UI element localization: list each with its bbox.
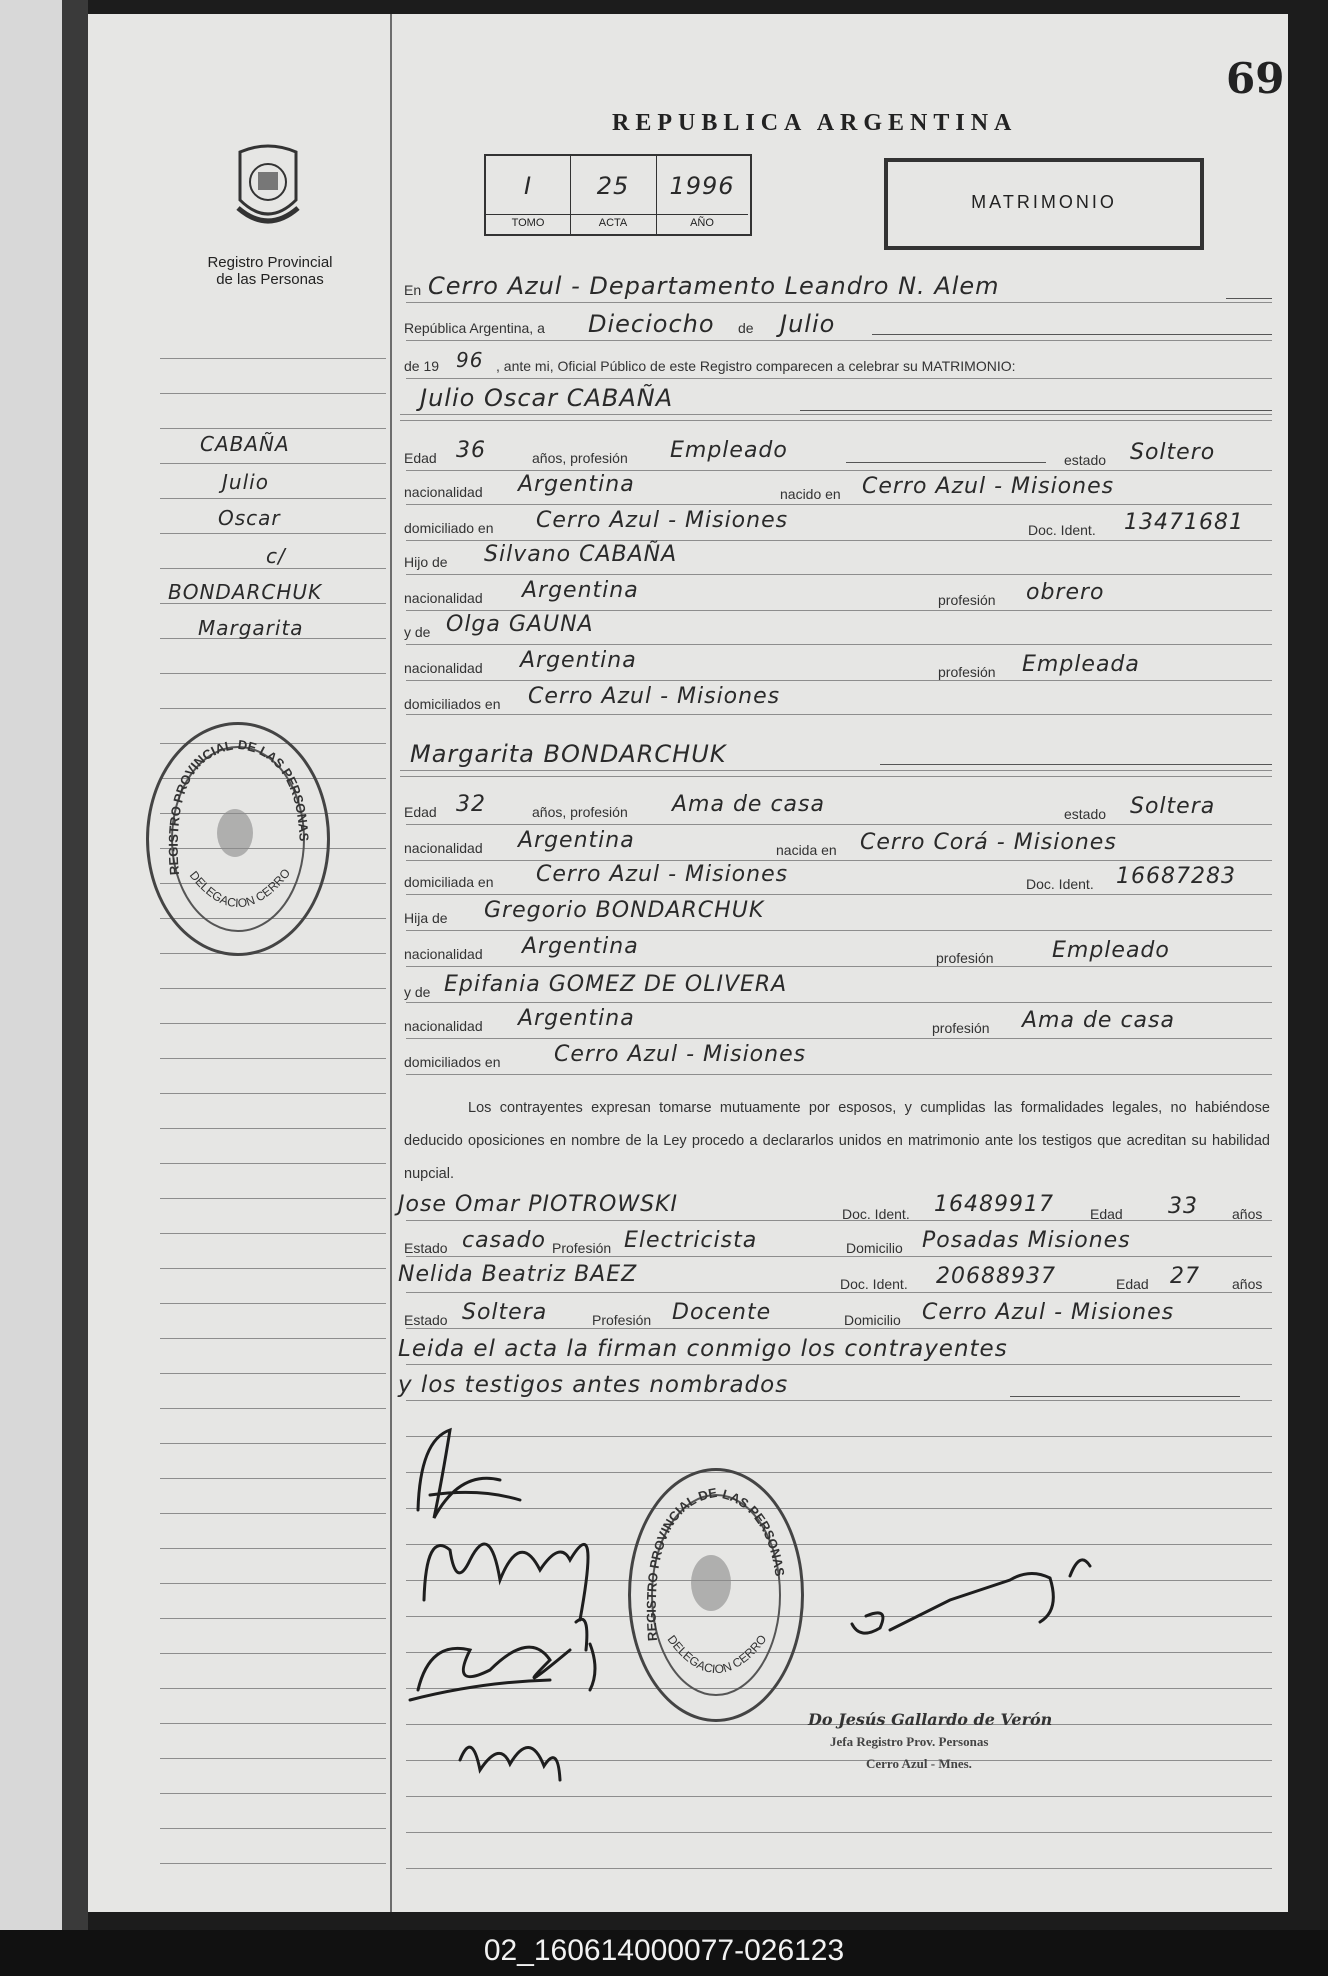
bride-doc-label: Doc. Ident. [1026, 876, 1094, 892]
republica-label: República Argentina, a [404, 320, 545, 336]
comparecen-text: , ante mi, Oficial Público de este Registro comparecen a celebrar su MATRIMONIO: [496, 358, 1016, 374]
margin-conjunction: c/ [266, 544, 286, 568]
margin-ruled-line [160, 1023, 386, 1024]
margin-ruled-line [160, 1338, 386, 1339]
witness2-domicilio: Cerro Azul - Misiones [922, 1300, 1175, 1325]
closing-line-1: Leida el acta la firman conmigo los contrayentes [398, 1336, 1008, 1362]
margin-ruled-line [160, 1303, 386, 1304]
witness2-profesion: Docente [672, 1300, 772, 1325]
witness1-estado: casado [462, 1228, 546, 1253]
margin-ruled-line [160, 1058, 386, 1059]
bride-name: Margarita BONDARCHUK [410, 740, 727, 768]
signatures-icon [390, 1400, 1290, 1820]
groom-hijo-label: Hijo de [404, 554, 448, 570]
bride-profesion-label: años, profesión [532, 804, 628, 820]
groom-nacionalidad-label: nacionalidad [404, 484, 483, 500]
bride-nacida-label: nacida en [776, 842, 837, 858]
margin-ruled-line [160, 533, 386, 534]
margin-ruled-line [160, 1618, 386, 1619]
main-ruled-line [406, 302, 1272, 303]
margin-ruled-line [160, 1548, 386, 1549]
margin-official-stamp [146, 722, 330, 956]
bride-name-dash [880, 764, 1272, 765]
margin-ruled-line [160, 1093, 386, 1094]
declaration-text: Los contrayentes expresan tomarse mutuamente por esposos, y cumplidas las formalidades legales, no habiéndose deducido oposiciones en nombre de la Ley procedo a declararlos unidos en matrimonio ante los testigos que acreditan su habilidad nupcial. [404, 1100, 1270, 1182]
main-ruled-line [406, 824, 1272, 825]
provincial-emblem-icon [230, 138, 306, 234]
official-title: Jefa Registro Prov. Personas [830, 1734, 989, 1749]
bride-doc: 16687283 [1116, 864, 1236, 889]
margin-firstname-groom: Julio [222, 470, 269, 494]
stamp-outer-text-b: REGISTRO PROVINCIAL DE LAS PERSONAS [643, 1484, 788, 1642]
footer-id: 02_160614000077-026123 [483, 1934, 845, 1967]
official-name: Do Jesús Gallardo de Verón [808, 1710, 1053, 1729]
main-ruled-line [406, 540, 1272, 541]
bottom-official-stamp [628, 1468, 804, 1722]
bride-father-nacionalidad: Argentina [522, 934, 639, 959]
record-type-box [884, 158, 1204, 250]
bride-father: Gregorio BONDARCHUK [484, 898, 765, 923]
margin-surname-groom: CABAÑA [200, 432, 290, 456]
witness2-anos-label: años [1232, 1276, 1263, 1292]
margin-ruled-line [160, 1793, 386, 1794]
main-ruled-line [406, 1074, 1272, 1075]
groom-mother-profesion: Empleada [1022, 652, 1140, 677]
official-location: Cerro Azul - Mnes. [866, 1756, 972, 1771]
margin-ruled-line [160, 1128, 386, 1129]
closing-line-2: y los testigos antes nombrados [398, 1372, 789, 1398]
margin-ruled-line [160, 1478, 386, 1479]
groom-name: Julio Oscar CABAÑA [420, 384, 674, 412]
margin-ruled-line [160, 1198, 386, 1199]
witness1-doc-label: Doc. Ident. [842, 1206, 910, 1222]
margin-ruled-line [160, 358, 386, 359]
margin-ruled-line [160, 1513, 386, 1514]
witness1-edad-label: Edad [1090, 1206, 1123, 1222]
margin-ruled-line [160, 1233, 386, 1234]
bride-nacionalidad-label: nacionalidad [404, 840, 483, 856]
bride-estado-label: estado [1064, 806, 1107, 822]
groom-estado-label: estado [1064, 452, 1107, 468]
witness1-domicilio: Posadas Misiones [922, 1228, 1131, 1253]
groom-padres-dom-label: domiciliados en [404, 696, 501, 712]
main-ruled-line [406, 930, 1272, 931]
groom-nacido: Cerro Azul - Misiones [862, 474, 1115, 499]
groom-profesion: Empleado [670, 438, 788, 463]
groom-nacido-label: nacido en [780, 486, 841, 502]
bride-mother-nac-label: nacionalidad [404, 1018, 483, 1034]
bride-hija-label: Hija de [404, 910, 448, 926]
acta-label: ACTA [570, 214, 656, 229]
ano-cell [656, 156, 748, 234]
main-ruled-line [406, 610, 1272, 611]
day-value: Dieciocho [588, 310, 715, 338]
bride-edad-label: Edad [404, 804, 437, 820]
margin-ruled-line [160, 463, 386, 464]
acta-cell [570, 156, 657, 234]
bride-mother: Epifania GOMEZ DE OLIVERA [444, 972, 788, 997]
groom-estado: Soltero [1130, 440, 1216, 465]
witness2-doc-label: Doc. Ident. [840, 1276, 908, 1292]
groom-edad-label: Edad [404, 450, 437, 466]
margin-ruled-line [160, 1373, 386, 1374]
groom-father-nac-label: nacionalidad [404, 590, 483, 606]
main-ruled-line [406, 1328, 1272, 1329]
stamp-outer-text-a: REGISTRO PROVINCIAL DE LAS PERSONAS [165, 736, 312, 876]
de-label: de [738, 320, 754, 336]
margin-ruled-line [160, 1443, 386, 1444]
closing-dash [1010, 1396, 1240, 1397]
left-page-strip [0, 0, 62, 1930]
main-ruled-line [406, 1220, 1272, 1221]
page-number: 69 [1226, 54, 1285, 103]
margin-ruled-line [160, 1863, 386, 1864]
bride-father-prof-label: profesión [936, 950, 994, 966]
place-value: Cerro Azul - Departamento Leandro N. Alem [428, 272, 1000, 300]
witness1-profesion: Electricista [624, 1228, 758, 1253]
bride-yde-label: y de [404, 984, 431, 1000]
bride-father-profesion: Empleado [1052, 938, 1170, 963]
groom-mother-prof-label: profesión [938, 664, 996, 680]
main-ruled-line [400, 414, 1272, 415]
witness1-estado-label: Estado [404, 1240, 448, 1256]
groom-yde-label: y de [404, 624, 431, 640]
bride-mother-profesion: Ama de casa [1022, 1008, 1175, 1033]
groom-father-nacionalidad: Argentina [522, 578, 639, 603]
margin-surname-bride: BONDARCHUK [168, 580, 323, 604]
main-ruled-line [406, 894, 1272, 895]
en-label: En [404, 282, 422, 298]
main-ruled-line [406, 470, 1272, 471]
margin-ruled-line [160, 1268, 386, 1269]
main-ruled-line [406, 714, 1272, 715]
main-ruled-line [406, 1256, 1272, 1257]
bride-mother-nacionalidad: Argentina [518, 1006, 635, 1031]
witness1-name: Jose Omar PIOTROWSKI [398, 1192, 678, 1217]
witness2-domicilio-label: Domicilio [844, 1312, 901, 1328]
groom-name-dash [800, 410, 1272, 411]
witness1-profesion-label: Profesión [552, 1240, 612, 1256]
witness1-doc: 16489917 [934, 1192, 1054, 1217]
main-ruled-line [406, 1292, 1272, 1293]
bride-padres-domicilio: Cerro Azul - Misiones [554, 1042, 807, 1067]
tomo-value: I [523, 172, 533, 200]
witness2-estado-label: Estado [404, 1312, 448, 1328]
groom-mother-nac-label: nacionalidad [404, 660, 483, 676]
margin-ruled-line [160, 1408, 386, 1409]
year-prefix: de 19 [404, 358, 440, 374]
tomo-cell [486, 156, 571, 234]
main-ruled-line [406, 574, 1272, 575]
ano-value: 1996 [669, 172, 735, 200]
margin-ruled-line [160, 953, 386, 954]
groom-profesion-dash [846, 462, 1046, 463]
bride-estado: Soltera [1130, 794, 1216, 819]
groom-nacionalidad: Argentina [518, 472, 635, 497]
country-title: REPUBLICA ARGENTINA [612, 110, 1018, 136]
main-ruled-line [406, 340, 1272, 341]
witness2-edad-label: Edad [1116, 1276, 1149, 1292]
main-ruled-line [406, 680, 1272, 681]
main-ruled-line [406, 1868, 1272, 1869]
month-dash [872, 334, 1272, 335]
groom-doc-label: Doc. Ident. [1028, 522, 1096, 538]
year-suffix: 96 [456, 348, 484, 372]
bride-domicilio: Cerro Azul - Misiones [536, 862, 789, 887]
main-ruled-line [406, 1002, 1272, 1003]
main-ruled-line [406, 1364, 1272, 1365]
main-ruled-line [406, 644, 1272, 645]
witness2-name: Nelida Beatriz BAEZ [398, 1262, 638, 1287]
groom-father-prof-label: profesión [938, 592, 996, 608]
bride-padres-dom-label: domiciliados en [404, 1054, 501, 1070]
place-dash [1226, 298, 1272, 299]
groom-profesion-label: años, profesión [532, 450, 628, 466]
main-ruled-line [406, 1832, 1272, 1833]
bride-mother-prof-label: profesión [932, 1020, 990, 1036]
main-ruled-line [406, 1038, 1272, 1039]
binding-gap [62, 0, 88, 1930]
groom-domiciliado-label: domiciliado en [404, 520, 494, 536]
bride-nacionalidad: Argentina [518, 828, 635, 853]
witness2-estado: Soltera [462, 1300, 548, 1325]
acta-value: 25 [596, 172, 630, 200]
main-ruled-line [400, 770, 1272, 771]
margin-ruled-line [160, 1653, 386, 1654]
main-ruled-line [406, 966, 1272, 967]
margin-firstname-bride: Margarita [198, 616, 304, 640]
margin-ruled-line [160, 1828, 386, 1829]
main-ruled-line [400, 776, 1272, 777]
margin-ruled-line [160, 1583, 386, 1584]
bride-profesion: Ama de casa [672, 792, 825, 817]
tomo-label: TOMO [486, 214, 570, 229]
margin-ruled-line [160, 988, 386, 989]
margin-ruled-line [160, 1688, 386, 1689]
margin-middlename-groom: Oscar [218, 506, 281, 530]
stamp-inner-text-b: DELEGACION CERRO [664, 1632, 770, 1677]
groom-edad: 36 [456, 438, 486, 463]
margin-ruled-line [160, 673, 386, 674]
witness2-edad: 27 [1170, 1264, 1200, 1289]
margin-ruled-line [160, 498, 386, 499]
groom-domicilio: Cerro Azul - Misiones [536, 508, 789, 533]
main-ruled-line [406, 378, 1272, 379]
ano-label: AÑO [656, 214, 748, 229]
groom-mother-nacionalidad: Argentina [520, 648, 637, 673]
bride-edad: 32 [456, 792, 486, 817]
groom-father: Silvano CABAÑA [484, 542, 678, 567]
registry-name: Registro Provincial de las Personas [207, 254, 333, 288]
main-ruled-line [406, 504, 1272, 505]
margin-ruled-line [160, 1723, 386, 1724]
record-type: MATRIMONIO [971, 192, 1117, 212]
groom-padres-domicilio: Cerro Azul - Misiones [528, 684, 781, 709]
margin-ruled-line [160, 393, 386, 394]
witness1-anos-label: años [1232, 1206, 1263, 1222]
stamp-inner-text-a: DELEGACION CERRO [186, 865, 294, 911]
month-value: Julio [780, 310, 836, 338]
margin-ruled-line [160, 1163, 386, 1164]
bride-nacida: Cerro Corá - Misiones [860, 830, 1117, 855]
margin-ruled-line [160, 568, 386, 569]
main-ruled-line [400, 420, 1272, 421]
margin-ruled-line [160, 1758, 386, 1759]
main-ruled-line [406, 860, 1272, 861]
groom-doc: 13471681 [1124, 510, 1244, 535]
witness2-doc: 20688937 [936, 1264, 1056, 1289]
groom-mother: Olga GAUNA [446, 612, 594, 637]
margin-ruled-line [160, 708, 386, 709]
bride-domiciliada-label: domiciliada en [404, 874, 494, 890]
witness2-profesion-label: Profesión [592, 1312, 652, 1328]
witness1-edad: 33 [1168, 1194, 1198, 1219]
bride-father-nac-label: nacionalidad [404, 946, 483, 962]
groom-father-profesion: obrero [1026, 580, 1105, 605]
acta-box [484, 154, 752, 236]
witness1-domicilio-label: Domicilio [846, 1240, 903, 1256]
margin-ruled-line [160, 428, 386, 429]
